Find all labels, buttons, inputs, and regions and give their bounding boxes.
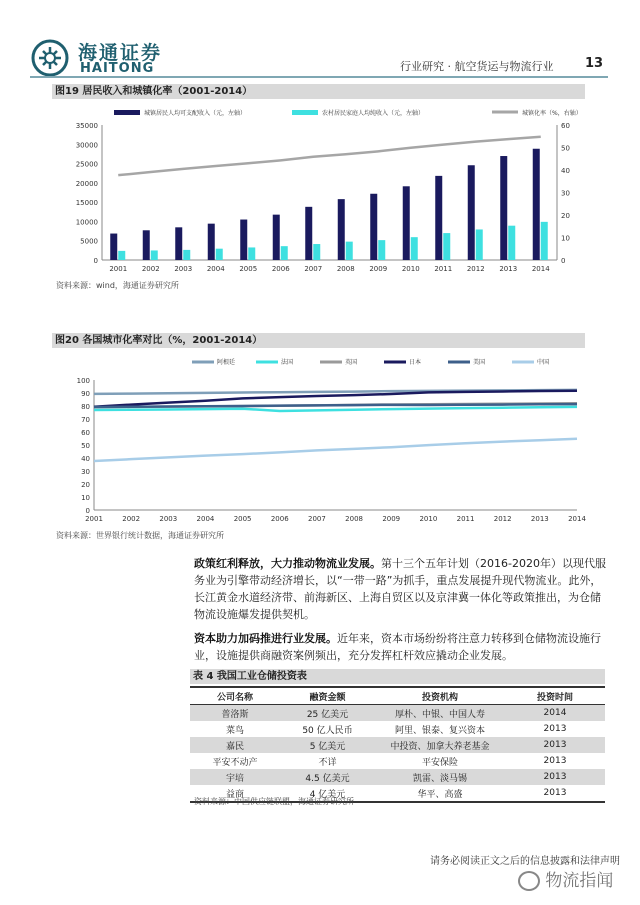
bar-rural-income — [183, 250, 190, 260]
table-cell: 凯雷、淡马锡 — [412, 773, 467, 784]
paragraph-capital — [194, 630, 610, 664]
bar-rural-income — [508, 226, 515, 260]
y-tick-label: 80 — [81, 403, 90, 411]
footer-disclaimer: 请务必阅读正文之后的信息披露和法律声明 — [430, 856, 620, 867]
table-header-cell: 公司名称 — [216, 692, 253, 703]
table-cell: 宇培 — [225, 773, 244, 784]
table-row — [190, 705, 605, 722]
y-right-tick-label: 30 — [561, 189, 570, 198]
logo-english-name: HAITONG — [80, 61, 155, 76]
bar-urban-income — [208, 224, 215, 260]
logo-chinese-name: 海通证券 — [78, 42, 163, 64]
table-row — [190, 753, 605, 769]
bar-rural-income — [476, 229, 483, 260]
bar-rural-income — [118, 251, 125, 260]
y-left-tick-label: 15000 — [75, 199, 98, 208]
table-cell: 2013 — [543, 724, 567, 734]
paragraph-policy-text: 第十三个五年计划（2016-2020年）以现代服务业为引擎带动经济增长，以“一带一路”为抓手，重点发展提升现代物流业。此外，长江黄金水道经济带、前海新区、上海自贸区以及京津冀一体化等政策推出，为仓储物流设施爆发提供契机。 — [194, 557, 606, 621]
y-tick-label: 70 — [81, 416, 90, 424]
y-left-tick-label: 30000 — [75, 141, 98, 150]
x-tick-label: 2011 — [456, 515, 475, 523]
bar-urban-income — [533, 149, 540, 260]
y-left-tick-label: 0 — [93, 257, 98, 265]
bar-urban-income — [370, 194, 377, 260]
paragraph-policy — [194, 555, 610, 623]
figure20-source: 资料来源：世界银行统计数据，海通证券研究所 — [56, 531, 224, 540]
y-right-tick-label: 0 — [561, 257, 566, 265]
x-tick-label: 2008 — [345, 515, 363, 523]
table-row — [190, 737, 605, 753]
y-tick-label: 40 — [81, 455, 90, 463]
table-cell: 4.5 亿美元 — [305, 773, 350, 784]
x-tick-label: 2009 — [382, 515, 401, 523]
section-title: 行业研究 · 航空货运与物流行业 — [400, 60, 554, 73]
x-tick-label: 2012 — [466, 265, 485, 273]
bar-urban-income — [273, 215, 280, 260]
bar-rural-income — [313, 244, 320, 260]
x-tick-label: 2004 — [206, 265, 225, 273]
wechat-icon — [518, 871, 540, 891]
x-tick-label: 2013 — [530, 515, 549, 523]
figure19-chart — [52, 100, 592, 276]
table-cell: 2013 — [543, 740, 567, 750]
bar-urban-income — [110, 234, 117, 260]
y-tick-label: 90 — [81, 390, 90, 398]
bar-rural-income — [216, 249, 223, 260]
table-header-cell: 投资时间 — [536, 692, 573, 703]
x-tick-label: 2007 — [308, 515, 326, 523]
haitong-logo-icon — [30, 38, 70, 78]
table-cell: 25 亿美元 — [306, 709, 349, 720]
bar-urban-income — [240, 220, 247, 260]
figure19-title: 图19 居民收入和城镇化率（2001-2014） — [52, 84, 585, 99]
x-tick-label: 2012 — [493, 515, 512, 523]
y-tick-label: 0 — [85, 507, 90, 515]
paragraph-capital-text: 近年来，资本市场纷纷将注意力转移到仓储物流设施行业，设施提供商融资案例频出，充分发挥杠杆效应撬动企业发展。 — [194, 632, 601, 662]
table-cell: 不详 — [318, 757, 337, 768]
legend-label: 法国 — [281, 359, 294, 366]
figure19-source: 资料来源：wind，海通证券研究所 — [56, 281, 179, 290]
bar-rural-income — [248, 247, 255, 260]
legend-label: 日本 — [409, 359, 422, 366]
x-tick-label: 2004 — [196, 515, 215, 523]
legend-label: 城镇化率（%，右轴） — [522, 110, 582, 117]
y-left-tick-label: 25000 — [75, 160, 98, 169]
watermark-text: 物流指闻 — [545, 871, 614, 891]
table-cell: 2013 — [543, 788, 567, 798]
y-left-tick-label: 10000 — [75, 218, 98, 227]
bar-urban-income — [403, 186, 410, 260]
x-tick-label: 2005 — [233, 515, 252, 523]
bar-urban-income — [435, 176, 442, 260]
x-tick-label: 2001 — [85, 515, 103, 523]
y-tick-label: 20 — [81, 481, 90, 489]
y-tick-label: 100 — [76, 377, 90, 385]
y-tick-label: 60 — [81, 429, 90, 437]
legend-swatch — [292, 110, 318, 115]
y-right-tick-label: 50 — [561, 144, 570, 153]
table-cell: 菜鸟 — [225, 725, 244, 736]
x-tick-label: 2008 — [336, 265, 355, 273]
table-cell: 厚朴、中银、中国人寿 — [394, 709, 485, 720]
table-header-row — [190, 687, 605, 705]
table-row — [190, 769, 605, 785]
bar-urban-income — [175, 227, 182, 260]
y-right-tick-label: 10 — [561, 234, 570, 243]
table4 — [190, 686, 605, 803]
y-left-tick-label: 5000 — [80, 237, 98, 246]
legend-label: 英国 — [345, 359, 358, 366]
x-tick-label: 2011 — [434, 265, 453, 273]
bar-rural-income — [346, 242, 353, 260]
table-cell: 4 亿美元 — [309, 789, 346, 800]
y-tick-label: 10 — [81, 494, 90, 502]
bar-urban-income — [305, 207, 312, 260]
table-cell: 2013 — [543, 772, 567, 782]
x-tick-label: 2010 — [419, 515, 438, 523]
bar-rural-income — [443, 233, 450, 260]
x-tick-label: 2002 — [122, 515, 141, 523]
watermark — [518, 866, 613, 891]
table-cell: 阿里、银泰、复兴资本 — [394, 725, 485, 736]
table-cell: 2013 — [543, 756, 567, 766]
table-cell: 2014 — [543, 708, 567, 718]
line-urbanization-rate — [118, 137, 541, 175]
legend-label: 城镇居民人均可支配收入（元，左轴） — [144, 110, 247, 117]
bar-urban-income — [468, 165, 475, 260]
table-cell: 50 亿人民币 — [302, 725, 353, 736]
table-cell: 中投资、加拿大养老基金 — [390, 741, 490, 752]
table-cell: 嘉民 — [225, 741, 244, 752]
legend-swatch — [114, 110, 140, 115]
line-series — [94, 439, 577, 461]
x-tick-label: 2007 — [304, 265, 323, 273]
table-header-cell: 投资机构 — [421, 692, 458, 703]
table4-source: 资料来源：中国供应链联盟，海通证券研究所 — [194, 797, 354, 806]
paragraph-policy-lead: 政策红利释放，大力推动物流业发展。 — [194, 557, 381, 570]
legend-label: 美国 — [473, 359, 486, 366]
bar-rural-income — [281, 246, 288, 260]
y-tick-label: 50 — [81, 442, 90, 450]
x-tick-label: 2009 — [369, 265, 388, 273]
bar-rural-income — [541, 222, 548, 260]
x-tick-label: 2003 — [174, 265, 193, 273]
table-cell: 华平、高盛 — [417, 789, 463, 800]
x-tick-label: 2006 — [271, 265, 290, 273]
legend-label: 阿根廷 — [217, 359, 236, 366]
table4-title: 表 4 我国工业仓储投资表 — [190, 669, 605, 684]
page-number: 13 — [585, 56, 604, 71]
table-row — [190, 721, 605, 737]
bar-urban-income — [143, 230, 150, 260]
figure20-chart — [52, 350, 592, 528]
x-tick-label: 2003 — [159, 515, 178, 523]
table-cell: 平安保险 — [421, 757, 458, 768]
legend-label: 农村居民家庭人均纯收入（元，左轴） — [322, 110, 425, 117]
bar-urban-income — [500, 156, 507, 260]
y-tick-label: 30 — [81, 468, 90, 476]
figure20-title: 图20 各国城市化率对比（%，2001-2014） — [52, 333, 585, 348]
bar-urban-income — [338, 199, 345, 260]
bar-rural-income — [378, 240, 385, 260]
y-left-tick-label: 20000 — [75, 179, 98, 188]
y-right-tick-label: 40 — [561, 167, 570, 175]
table-cell: 5 亿美元 — [309, 741, 346, 752]
x-tick-label: 2014 — [531, 265, 550, 273]
paragraph-capital-lead: 资本助力加码推进行业发展。 — [194, 632, 337, 645]
x-tick-label: 2002 — [141, 265, 160, 273]
bar-rural-income — [151, 250, 158, 260]
table-cell: 平安不动产 — [212, 757, 258, 768]
legend-label: 中国 — [537, 359, 550, 366]
x-tick-label: 2005 — [239, 265, 258, 273]
table-cell: 普洛斯 — [221, 709, 249, 720]
x-tick-label: 2013 — [499, 265, 518, 273]
y-right-tick-label: 20 — [561, 212, 570, 220]
y-right-tick-label: 60 — [561, 122, 570, 130]
table-header-cell: 融资金额 — [309, 692, 346, 703]
table-cell: 益商 — [225, 789, 244, 800]
x-tick-label: 2006 — [270, 515, 289, 523]
x-tick-label: 2001 — [109, 265, 128, 273]
x-tick-label: 2014 — [568, 515, 586, 523]
y-left-tick-label: 35000 — [75, 122, 98, 130]
x-tick-label: 2010 — [401, 265, 420, 273]
bar-rural-income — [411, 237, 418, 260]
header-divider — [30, 76, 608, 78]
